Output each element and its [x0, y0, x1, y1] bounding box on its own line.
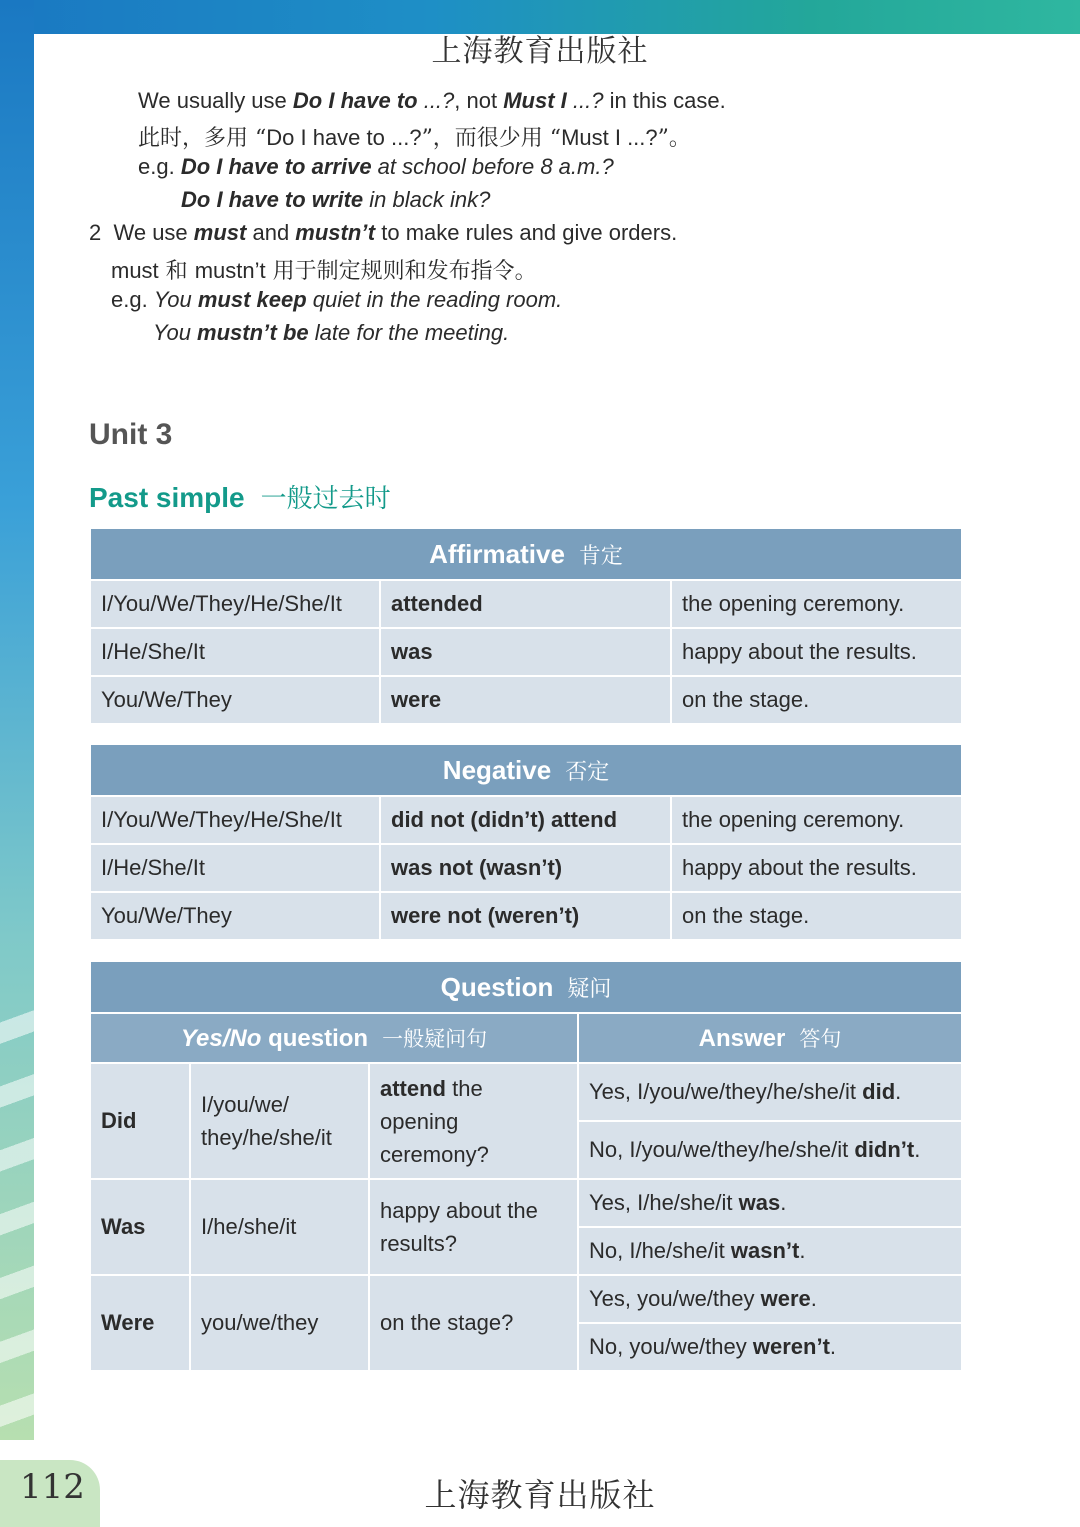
aux-cell: Were [90, 1275, 190, 1371]
unit-title: Unit 3 [89, 418, 173, 451]
left-stripe-pattern [0, 980, 34, 1440]
question-table [89, 960, 963, 1372]
text: . [829, 1334, 837, 1359]
intro-line-2-cn [138, 121, 691, 152]
header-en: Negative [442, 754, 552, 785]
text: No, I/he/she/it [589, 1238, 731, 1263]
table-row [90, 1179, 962, 1227]
header-en: Question [440, 971, 554, 1002]
table-row [90, 796, 962, 844]
subject-cell: You/We/They [90, 892, 380, 940]
example-bold: mustn’t be [197, 320, 309, 345]
text: results? [380, 1231, 458, 1256]
text: ”，而很少用 “ [421, 126, 562, 151]
subheader-en-italic: Yes/No [180, 1025, 262, 1052]
answer-yes-cell [578, 1275, 962, 1323]
answer-verb: was [738, 1190, 781, 1215]
object-cell: the opening ceremony. [671, 580, 962, 628]
table-row [90, 676, 962, 724]
example-bold: Do I have to write [181, 187, 364, 212]
section-title [89, 478, 391, 515]
example-text: You [153, 320, 198, 345]
text: must [111, 258, 159, 283]
point-2-example-1 [111, 287, 562, 313]
answer-verb: wasn’t [730, 1238, 800, 1263]
verb-cell: were [380, 676, 671, 724]
text: . [895, 1079, 902, 1104]
affirmative-table [89, 527, 963, 725]
answer-subheader [578, 1013, 962, 1063]
example-text: You [153, 287, 198, 312]
footer-publisher-watermark: 上海教育出版社 [424, 1476, 656, 1514]
subheader-en: question [261, 1025, 369, 1052]
rest-cell [369, 1179, 578, 1275]
text: ”。 [657, 126, 691, 151]
text: Yes, you/we/they [589, 1286, 761, 1311]
object-cell: the opening ceremony. [671, 796, 962, 844]
header-cn: 否定 [565, 759, 610, 785]
text: , not [454, 88, 504, 113]
object-cell: happy about the results. [671, 844, 962, 892]
answer-no-cell [578, 1121, 962, 1179]
header-cn: 疑问 [567, 976, 612, 1002]
text: to make rules and give orders. [375, 220, 678, 245]
verb-cell: attended [380, 580, 671, 628]
text: they/he/she/it [201, 1125, 332, 1150]
text: No, I/you/we/they/he/she/it [589, 1137, 855, 1162]
affirmative-header [90, 528, 962, 580]
point-2-line-1 [89, 220, 677, 246]
point-number: 2 [89, 220, 102, 245]
verb: attend [380, 1075, 446, 1101]
text: 和 [158, 259, 195, 284]
object-cell: on the stage. [671, 892, 962, 940]
text: We use [113, 220, 194, 245]
verb-cell: was [380, 628, 671, 676]
text: . [810, 1286, 817, 1311]
subheader-en: Answer [698, 1025, 786, 1052]
text: Yes, I/he/she/it [589, 1190, 739, 1215]
point-2-example-2 [153, 320, 509, 346]
answer-verb: didn’t [854, 1137, 915, 1162]
header-publisher-watermark: 上海教育出版社 [431, 34, 649, 69]
table-row [90, 628, 962, 676]
rest-cell: on the stage? [369, 1275, 578, 1371]
verb-cell: did not (didn’t) attend [380, 796, 671, 844]
section-title-en: Past simple [89, 482, 245, 513]
text: 用于制定规则和发布指令。 [265, 259, 537, 284]
intro-example-2 [181, 187, 490, 213]
text: in this case. [603, 88, 726, 113]
eg-label: e.g. [138, 154, 181, 179]
table-row [90, 892, 962, 940]
answer-no-cell [578, 1323, 962, 1371]
word-must: must [193, 220, 247, 245]
text: ...? [417, 88, 455, 113]
subject-cell: I/You/We/They/He/She/It [90, 796, 380, 844]
text: . [914, 1137, 921, 1162]
answer-yes-cell [578, 1063, 962, 1121]
text: . [799, 1238, 806, 1263]
verb-cell: were not (weren’t) [380, 892, 671, 940]
answer-verb: were [760, 1286, 811, 1311]
subheader-cn: 答句 [799, 1027, 842, 1051]
example-text: quiet in the reading room. [306, 287, 563, 312]
text: happy about the [380, 1198, 538, 1223]
text: Must I ...? [561, 125, 658, 150]
rest-cell [369, 1063, 578, 1179]
subject-cell: I/He/She/It [90, 628, 380, 676]
object-cell: happy about the results. [671, 628, 962, 676]
text: and [246, 220, 296, 245]
example-text: late for the meeting. [308, 320, 510, 345]
page-number: 112 [20, 1467, 85, 1507]
subject-cell [190, 1063, 369, 1179]
text: opening [380, 1108, 459, 1134]
aux-cell: Was [90, 1179, 190, 1275]
text: mustn’t [194, 258, 266, 283]
table-row [90, 1063, 962, 1121]
example-text: in black ink? [363, 187, 491, 212]
text: . [780, 1190, 787, 1215]
subject-cell: you/we/they [190, 1275, 369, 1371]
text: I/you/we/ [201, 1092, 290, 1117]
text: 此时，多用 “ [138, 126, 267, 151]
point-2-line-2-cn [111, 254, 537, 285]
answer-verb: did [862, 1079, 896, 1104]
subject-cell: You/We/They [90, 676, 380, 724]
eg-label: e.g. [111, 287, 154, 312]
text: No, you/we/they [589, 1334, 753, 1359]
table-row [90, 844, 962, 892]
header-en: Affirmative [429, 538, 565, 569]
text: ...? [566, 88, 604, 113]
text: We usually use [138, 88, 293, 113]
yesno-question-subheader [90, 1013, 578, 1063]
example-text: at school before 8 a.m.? [371, 154, 614, 179]
example-bold: must keep [197, 287, 307, 312]
table-row [90, 580, 962, 628]
example-bold: Do I have to arrive [180, 154, 372, 179]
object-cell: on the stage. [671, 676, 962, 724]
table-row [90, 1275, 962, 1323]
intro-example-1 [138, 154, 614, 180]
subject-cell: I/he/she/it [190, 1179, 369, 1275]
word-mustnt: mustn’t [295, 220, 376, 245]
phrase-do-i-have-to: Do I have to [292, 88, 418, 113]
text: Do I have to ...? [266, 125, 422, 150]
intro-line-1 [138, 88, 726, 114]
negative-header [90, 744, 962, 796]
subheader-cn: 一般疑问句 [382, 1027, 488, 1051]
section-title-cn: 一般过去时 [260, 483, 391, 513]
subject-cell: I/You/We/They/He/She/It [90, 580, 380, 628]
verb-cell: was not (wasn’t) [380, 844, 671, 892]
answer-no-cell [578, 1227, 962, 1275]
negative-table [89, 743, 963, 941]
answer-verb: weren’t [752, 1334, 830, 1359]
text: Yes, I/you/we/they/he/she/it [589, 1079, 863, 1104]
text: the [446, 1075, 483, 1101]
answer-yes-cell [578, 1179, 962, 1227]
subject-cell: I/He/She/It [90, 844, 380, 892]
header-cn: 肯定 [578, 543, 623, 569]
question-header [90, 961, 962, 1013]
phrase-must-i: Must I [503, 88, 567, 113]
aux-cell: Did [90, 1063, 190, 1179]
text: ceremony? [380, 1141, 489, 1167]
